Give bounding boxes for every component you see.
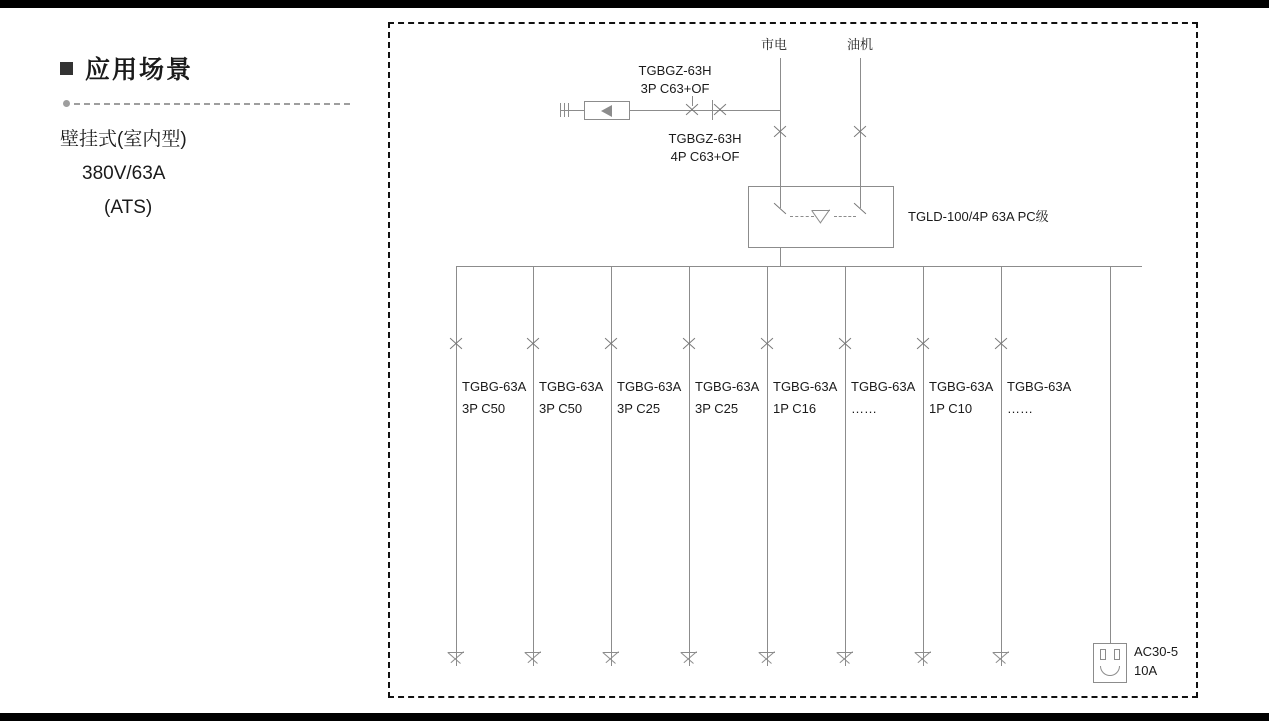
feeder-model-6: TGBG-63A [851,379,916,394]
generator-breaker-symbol-icon [852,123,868,141]
feeder-load-arrow-2-icon [525,652,541,666]
feeder-model-8: TGBG-63A [1007,379,1072,394]
feeder-line-4 [689,266,690,666]
feeder-spec-5: 1P C16 [773,401,817,416]
left-panel [60,50,350,225]
feeder-spec-6: …… [851,401,877,416]
feeder-breaker-symbol-1-icon [448,335,464,353]
feeder-load-arrow-8-icon [993,652,1009,666]
feeder-model-4: TGBG-63A [695,379,760,394]
feeder-line-2 [533,266,534,666]
feeder-breaker-symbol-7-icon [915,335,931,353]
breaker-1-pivot [692,96,693,106]
section-heading [60,50,350,86]
feeder-line-1 [456,266,457,666]
feeder-line-3 [611,266,612,666]
feeder-spec-1: 3P C50 [462,401,506,416]
socket-earth-curve-icon [1100,666,1120,676]
breaker-1-spec: 3P C63+OF [640,81,710,96]
dashed-divider [60,100,350,107]
feeder-load-arrow-7-icon [915,652,931,666]
ats-link-left [790,216,814,217]
source-label-generator: 油机 [846,37,873,52]
socket-slot-right-icon [1114,649,1120,660]
feeder-spec-7: 1P C10 [929,401,973,416]
feeder-breaker-symbol-3-icon [603,335,619,353]
feeder-spec-2: 3P C50 [539,401,583,416]
breaker-1-model: TGBGZ-63H [638,63,712,78]
divider-dash-line [74,103,350,105]
socket-feed-line [1110,266,1111,644]
socket-slot-left-icon [1100,649,1106,660]
feeder-model-3: TGBG-63A [617,379,682,394]
feeder-load-arrow-3-icon [603,652,619,666]
feeder-model-7: TGBG-63A [929,379,994,394]
spec-list [60,123,350,225]
breaker-2-spec: 4P C63+OF [670,149,740,164]
breaker-2-symbol-icon [772,123,788,141]
breaker-2-model: TGBGZ-63H [668,131,742,146]
ats-output-line [780,248,781,266]
terminal-bars-icon [560,103,569,117]
single-line-diagram [388,22,1198,698]
feeder-model-2: TGBG-63A [539,379,604,394]
ats-controller-triangle-icon [812,210,830,223]
socket-symbol-icon [1093,643,1127,683]
feeder-breaker-symbol-5-icon [759,335,775,353]
feeder-model-1: TGBG-63A [462,379,527,394]
feeder-spec-8: …… [1007,401,1033,416]
socket-rating-label: 10A [1134,663,1158,678]
feeder-spec-3: 3P C25 [617,401,661,416]
feeder-breaker-symbol-2-icon [525,335,541,353]
divider-dot-icon [63,100,70,107]
source-label-mains: 市电 [760,37,787,52]
indicator-box [584,101,630,120]
feeder-line-7 [923,266,924,666]
feeder-breaker-symbol-4-icon [681,335,697,353]
main-busbar [456,266,1142,267]
feeder-line-8 [1001,266,1002,666]
spec-line-ats: (ATS) [104,197,153,218]
bottom-band [0,713,1269,721]
feeder-load-arrow-5-icon [759,652,775,666]
feeder-line-5 [767,266,768,666]
ats-left-contact-icon [772,200,788,218]
spec-line-rating: 380V/63A [82,163,166,184]
breaker-1-aux-symbol-icon [712,101,728,119]
feeder-model-5: TGBG-63A [773,379,838,394]
socket-model-label: AC30-5 [1134,644,1179,659]
feeder-load-arrow-1-icon [448,652,464,666]
ats-link-right [834,216,856,217]
feeder-breaker-symbol-6-icon [837,335,853,353]
breaker-1-aux-bar [712,100,713,120]
feeder-line-6 [845,266,846,666]
section-heading-label: 应用场景 [85,56,194,84]
feeder-breaker-symbol-8-icon [993,335,1009,353]
feeder-load-arrow-6-icon [837,652,853,666]
top-band [0,0,1269,8]
spec-line-type: 壁挂式(室内型) [60,129,187,150]
feeder-spec-4: 3P C25 [695,401,739,416]
indicator-triangle-icon [601,105,612,117]
feeder-load-arrow-4-icon [681,652,697,666]
square-bullet-icon [60,62,73,75]
ats-label: TGLD-100/4P 63A PC级 [908,209,1049,224]
